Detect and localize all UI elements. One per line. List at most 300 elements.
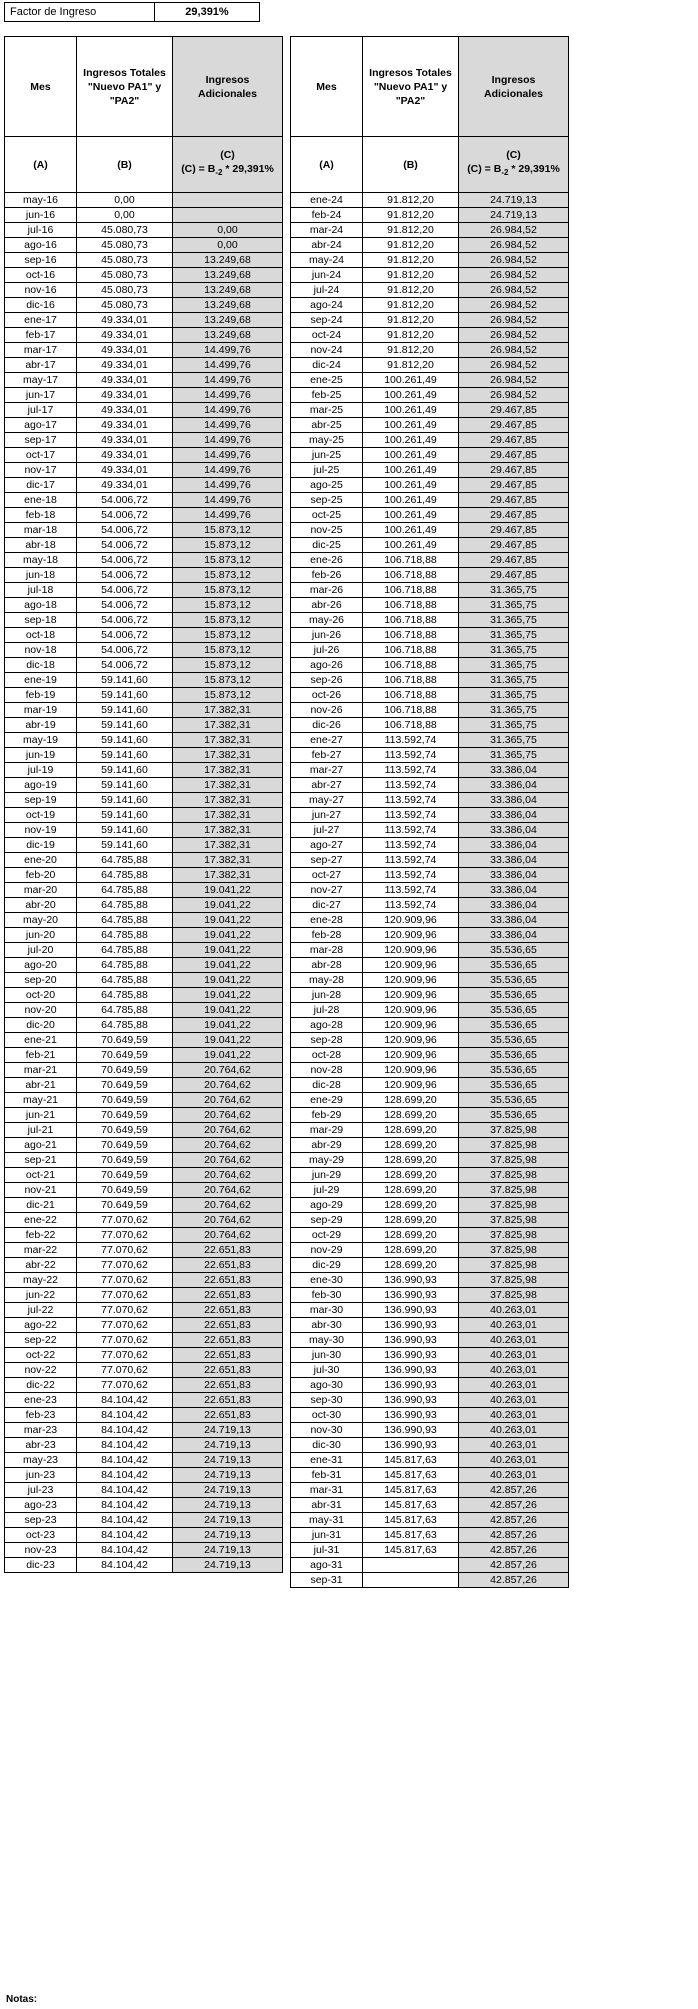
cell-ingresos-adicionales: 15.873,12 [173, 523, 283, 538]
cell-mes: sep-27 [291, 853, 363, 868]
cell-ingresos-adicionales: 26.984,52 [459, 328, 569, 343]
table-row [291, 1378, 569, 1393]
table-row [5, 373, 283, 388]
cell-ingresos-adicionales: 13.249,68 [173, 268, 283, 283]
cell-ingresos-totales: 64.785,88 [77, 973, 173, 988]
cell-ingresos-totales: 100.261,49 [363, 508, 459, 523]
table-row [5, 328, 283, 343]
table-row [291, 328, 569, 343]
cell-ingresos-adicionales: 13.249,68 [173, 253, 283, 268]
cell-ingresos-adicionales: 13.249,68 [173, 283, 283, 298]
cell-ingresos-adicionales: 29.467,85 [459, 508, 569, 523]
table-row [5, 1498, 283, 1513]
cell-ingresos-adicionales: 35.536,65 [459, 958, 569, 973]
cell-ingresos-totales: 145.817,63 [363, 1543, 459, 1558]
cell-ingresos-totales: 84.104,42 [77, 1513, 173, 1528]
cell-ingresos-adicionales: 17.382,31 [173, 868, 283, 883]
cell-ingresos-totales: 113.592,74 [363, 793, 459, 808]
cell-ingresos-totales: 77.070,62 [77, 1288, 173, 1303]
cell-ingresos-adicionales: 29.467,85 [459, 538, 569, 553]
cell-ingresos-adicionales: 40.263,01 [459, 1318, 569, 1333]
cell-ingresos-adicionales: 35.536,65 [459, 1048, 569, 1063]
cell-ingresos-totales: 45.080,73 [77, 268, 173, 283]
cell-ingresos-adicionales: 42.857,26 [459, 1528, 569, 1543]
cell-mes: sep-22 [5, 1333, 77, 1348]
cell-ingresos-totales: 113.592,74 [363, 733, 459, 748]
cell-mes: jul-23 [5, 1483, 77, 1498]
cell-mes: may-17 [5, 373, 77, 388]
cell-ingresos-adicionales: 40.263,01 [459, 1408, 569, 1423]
cell-mes: dic-19 [5, 838, 77, 853]
cell-ingresos-totales: 128.699,20 [363, 1243, 459, 1258]
cell-mes: jun-25 [291, 448, 363, 463]
cell-ingresos-totales: 54.006,72 [77, 508, 173, 523]
cell-mes: ene-18 [5, 493, 77, 508]
cell-ingresos-adicionales: 24.719,13 [173, 1543, 283, 1558]
table-row [291, 868, 569, 883]
cell-ingresos-totales: 106.718,88 [363, 688, 459, 703]
cell-mes: jun-27 [291, 808, 363, 823]
cell-ingresos-adicionales: 31.365,75 [459, 658, 569, 673]
table-row [291, 223, 569, 238]
cell-ingresos-totales: 70.649,59 [77, 1123, 173, 1138]
table-row [5, 223, 283, 238]
cell-mes: jun-18 [5, 568, 77, 583]
cell-ingresos-adicionales: 17.382,31 [173, 748, 283, 763]
cell-ingresos-totales: 136.990,93 [363, 1363, 459, 1378]
cell-mes: oct-16 [5, 268, 77, 283]
table-row [291, 1108, 569, 1123]
cell-ingresos-adicionales: 22.651,83 [173, 1378, 283, 1393]
cell-mes: abr-31 [291, 1498, 363, 1513]
cell-mes: mar-23 [5, 1423, 77, 1438]
cell-ingresos-adicionales: 26.984,52 [459, 373, 569, 388]
table-row [291, 1003, 569, 1018]
cell-mes: dic-20 [5, 1018, 77, 1033]
cell-ingresos-totales: 84.104,42 [77, 1453, 173, 1468]
cell-ingresos-adicionales: 35.536,65 [459, 1093, 569, 1108]
cell-ingresos-adicionales: 33.386,04 [459, 883, 569, 898]
table-row [5, 448, 283, 463]
table-row [5, 1138, 283, 1153]
table-row [291, 523, 569, 538]
cell-ingresos-totales: 59.141,60 [77, 763, 173, 778]
table-row [5, 508, 283, 523]
cell-ingresos-adicionales: 19.041,22 [173, 1003, 283, 1018]
cell-ingresos-adicionales: 15.873,12 [173, 553, 283, 568]
table-row [291, 313, 569, 328]
header-sub-c-line2: $(C) = B_{-2} * 29,391\%$ [181, 163, 274, 178]
table-row [291, 583, 569, 598]
header-sub-b: (B) [77, 137, 173, 193]
cell-ingresos-adicionales: 29.467,85 [459, 553, 569, 568]
cell-ingresos-adicionales: 22.651,83 [173, 1303, 283, 1318]
cell-ingresos-adicionales: 15.873,12 [173, 658, 283, 673]
table-row [5, 418, 283, 433]
cell-ingresos-adicionales: 26.984,52 [459, 343, 569, 358]
cell-mes: feb-18 [5, 508, 77, 523]
cell-ingresos-totales: 59.141,60 [77, 748, 173, 763]
cell-mes: sep-18 [5, 613, 77, 628]
table-row [5, 973, 283, 988]
cell-ingresos-adicionales: 17.382,31 [173, 823, 283, 838]
cell-ingresos-adicionales: 37.825,98 [459, 1243, 569, 1258]
cell-ingresos-adicionales: 15.873,12 [173, 673, 283, 688]
table-row [5, 1288, 283, 1303]
cell-ingresos-totales: 54.006,72 [77, 538, 173, 553]
cell-ingresos-totales: 120.909,96 [363, 1033, 459, 1048]
cell-mes: jul-21 [5, 1123, 77, 1138]
cell-mes: jul-18 [5, 583, 77, 598]
cell-ingresos-adicionales: 24.719,13 [173, 1528, 283, 1543]
cell-ingresos-adicionales: 24.719,13 [173, 1558, 283, 1573]
table-row [291, 448, 569, 463]
table-row [5, 763, 283, 778]
cell-ingresos-adicionales: 24.719,13 [459, 208, 569, 223]
table-row [5, 1183, 283, 1198]
header-sub-a: (A) [291, 137, 363, 193]
cell-ingresos-totales: 64.785,88 [77, 1018, 173, 1033]
table-row [5, 778, 283, 793]
cell-mes: abr-26 [291, 598, 363, 613]
cell-ingresos-adicionales [173, 193, 283, 208]
cell-mes: ene-25 [291, 373, 363, 388]
table-row [5, 1303, 283, 1318]
cell-ingresos-adicionales: 37.825,98 [459, 1198, 569, 1213]
cell-mes: mar-28 [291, 943, 363, 958]
cell-ingresos-totales: 45.080,73 [77, 223, 173, 238]
header-sub-c-line1: (C) [220, 149, 235, 162]
cell-mes: ene-20 [5, 853, 77, 868]
cell-ingresos-adicionales: 37.825,98 [459, 1183, 569, 1198]
table-row [291, 733, 569, 748]
table-row [291, 1513, 569, 1528]
table-row [5, 703, 283, 718]
cell-ingresos-totales: 49.334,01 [77, 328, 173, 343]
cell-mes: ago-26 [291, 658, 363, 673]
cell-mes: jul-17 [5, 403, 77, 418]
cell-ingresos-totales: 59.141,60 [77, 673, 173, 688]
table-row [5, 1078, 283, 1093]
table-row [5, 643, 283, 658]
cell-mes: may-19 [5, 733, 77, 748]
table-row [5, 1243, 283, 1258]
cell-ingresos-totales: 54.006,72 [77, 568, 173, 583]
table-row [291, 1243, 569, 1258]
cell-ingresos-totales: 64.785,88 [77, 883, 173, 898]
cell-mes: ago-21 [5, 1138, 77, 1153]
cell-ingresos-adicionales: 40.263,01 [459, 1468, 569, 1483]
cell-mes: oct-18 [5, 628, 77, 643]
table-row [5, 1363, 283, 1378]
cell-ingresos-totales: 70.649,59 [77, 1168, 173, 1183]
table-row [5, 1048, 283, 1063]
header-sub-c [459, 137, 569, 193]
table-row [5, 1438, 283, 1453]
cell-ingresos-adicionales: 22.651,83 [173, 1288, 283, 1303]
cell-ingresos-totales: 136.990,93 [363, 1423, 459, 1438]
cell-ingresos-totales: 91.812,20 [363, 283, 459, 298]
cell-ingresos-totales: 70.649,59 [77, 1078, 173, 1093]
table-row [5, 1528, 283, 1543]
cell-ingresos-adicionales: 17.382,31 [173, 853, 283, 868]
cell-ingresos-adicionales: 19.041,22 [173, 883, 283, 898]
cell-mes: ene-27 [291, 733, 363, 748]
cell-ingresos-totales: 77.070,62 [77, 1363, 173, 1378]
cell-ingresos-adicionales: 40.263,01 [459, 1333, 569, 1348]
cell-ingresos-totales: 136.990,93 [363, 1393, 459, 1408]
table-row [291, 1438, 569, 1453]
cell-mes: sep-23 [5, 1513, 77, 1528]
cell-ingresos-totales: 120.909,96 [363, 1048, 459, 1063]
table-row [5, 673, 283, 688]
cell-ingresos-totales: 120.909,96 [363, 988, 459, 1003]
cell-mes: abr-20 [5, 898, 77, 913]
cell-mes: ago-30 [291, 1378, 363, 1393]
cell-mes: may-22 [5, 1273, 77, 1288]
table-row [291, 1333, 569, 1348]
table-header-row-main [5, 37, 283, 137]
table-row [5, 658, 283, 673]
cell-mes: ene-28 [291, 913, 363, 928]
cell-ingresos-adicionales: 31.365,75 [459, 583, 569, 598]
cell-mes: ene-23 [5, 1393, 77, 1408]
cell-ingresos-totales: 84.104,42 [77, 1558, 173, 1573]
cell-ingresos-adicionales: 29.467,85 [459, 433, 569, 448]
cell-mes: mar-19 [5, 703, 77, 718]
table-row [5, 1453, 283, 1468]
table-row [5, 553, 283, 568]
cell-mes: feb-22 [5, 1228, 77, 1243]
table-row [291, 1228, 569, 1243]
cell-ingresos-totales: 120.909,96 [363, 913, 459, 928]
header-ingresos-totales: Ingresos Totales "Nuevo PA1" y "PA2" [363, 37, 459, 137]
table-row [291, 238, 569, 253]
table-row [5, 283, 283, 298]
cell-mes: jul-24 [291, 283, 363, 298]
cell-ingresos-adicionales: 19.041,22 [173, 943, 283, 958]
cell-ingresos-totales: 77.070,62 [77, 1318, 173, 1333]
table-row [291, 1168, 569, 1183]
cell-mes: mar-20 [5, 883, 77, 898]
cell-ingresos-totales: 145.817,63 [363, 1498, 459, 1513]
table-row [291, 298, 569, 313]
cell-ingresos-adicionales: 13.249,68 [173, 328, 283, 343]
cell-ingresos-totales: 91.812,20 [363, 343, 459, 358]
cell-ingresos-adicionales: 40.263,01 [459, 1393, 569, 1408]
cell-mes: oct-28 [291, 1048, 363, 1063]
table-row [5, 883, 283, 898]
cell-mes: dic-18 [5, 658, 77, 673]
table-row [291, 433, 569, 448]
table-row [5, 1063, 283, 1078]
cell-ingresos-adicionales: 20.764,62 [173, 1123, 283, 1138]
cell-ingresos-adicionales: 40.263,01 [459, 1438, 569, 1453]
cell-ingresos-totales: 49.334,01 [77, 373, 173, 388]
cell-mes: abr-24 [291, 238, 363, 253]
table-row [291, 643, 569, 658]
table-row [5, 1168, 283, 1183]
cell-ingresos-totales [363, 1558, 459, 1573]
cell-ingresos-totales: 128.699,20 [363, 1168, 459, 1183]
cell-mes: feb-19 [5, 688, 77, 703]
cell-ingresos-totales: 136.990,93 [363, 1333, 459, 1348]
table-row [5, 253, 283, 268]
cell-ingresos-totales: 64.785,88 [77, 958, 173, 973]
table-row [5, 538, 283, 553]
cell-mes: jun-20 [5, 928, 77, 943]
table-row [291, 1078, 569, 1093]
cell-mes: nov-20 [5, 1003, 77, 1018]
table-row [291, 568, 569, 583]
cell-ingresos-totales: 100.261,49 [363, 463, 459, 478]
cell-ingresos-totales: 49.334,01 [77, 403, 173, 418]
cell-ingresos-totales: 100.261,49 [363, 478, 459, 493]
cell-mes: dic-26 [291, 718, 363, 733]
cell-ingresos-totales: 113.592,74 [363, 763, 459, 778]
cell-ingresos-adicionales: 33.386,04 [459, 913, 569, 928]
cell-mes: nov-23 [5, 1543, 77, 1558]
table-row [291, 268, 569, 283]
table-row [5, 613, 283, 628]
cell-ingresos-totales: 84.104,42 [77, 1393, 173, 1408]
cell-mes: ago-29 [291, 1198, 363, 1213]
cell-ingresos-totales: 91.812,20 [363, 238, 459, 253]
cell-ingresos-adicionales: 13.249,68 [173, 313, 283, 328]
header-sub-b: (B) [363, 137, 459, 193]
cell-ingresos-adicionales: 20.764,62 [173, 1108, 283, 1123]
cell-mes: may-23 [5, 1453, 77, 1468]
cell-ingresos-adicionales: 33.386,04 [459, 808, 569, 823]
cell-ingresos-adicionales: 14.499,76 [173, 493, 283, 508]
cell-ingresos-adicionales: 17.382,31 [173, 838, 283, 853]
cell-ingresos-totales: 84.104,42 [77, 1498, 173, 1513]
cell-mes: dic-27 [291, 898, 363, 913]
cell-mes: nov-29 [291, 1243, 363, 1258]
cell-mes: nov-25 [291, 523, 363, 538]
cell-mes: mar-26 [291, 583, 363, 598]
cell-mes: ago-20 [5, 958, 77, 973]
cell-ingresos-adicionales: 35.536,65 [459, 1003, 569, 1018]
cell-ingresos-adicionales: 14.499,76 [173, 373, 283, 388]
cell-mes: abr-23 [5, 1438, 77, 1453]
table-row [5, 868, 283, 883]
cell-ingresos-adicionales: 14.499,76 [173, 388, 283, 403]
cell-ingresos-adicionales: 42.857,26 [459, 1498, 569, 1513]
cell-ingresos-totales: 77.070,62 [77, 1228, 173, 1243]
table-row [5, 1228, 283, 1243]
cell-ingresos-totales: 54.006,72 [77, 523, 173, 538]
cell-ingresos-totales: 54.006,72 [77, 628, 173, 643]
cell-mes: oct-17 [5, 448, 77, 463]
table-row [291, 673, 569, 688]
cell-ingresos-adicionales: 26.984,52 [459, 238, 569, 253]
table-row [5, 1348, 283, 1363]
cell-ingresos-adicionales: 20.764,62 [173, 1138, 283, 1153]
table-row [291, 763, 569, 778]
cell-ingresos-adicionales: 37.825,98 [459, 1153, 569, 1168]
table-row [291, 493, 569, 508]
cell-ingresos-adicionales: 42.857,26 [459, 1513, 569, 1528]
cell-ingresos-adicionales: 19.041,22 [173, 898, 283, 913]
cell-ingresos-totales: 113.592,74 [363, 898, 459, 913]
table-row [291, 808, 569, 823]
table-row [5, 568, 283, 583]
cell-ingresos-adicionales: 22.651,83 [173, 1393, 283, 1408]
cell-mes: nov-24 [291, 343, 363, 358]
cell-ingresos-adicionales: 19.041,22 [173, 928, 283, 943]
table-row [291, 373, 569, 388]
cell-ingresos-adicionales: 37.825,98 [459, 1288, 569, 1303]
table-row [291, 898, 569, 913]
table-row [291, 958, 569, 973]
cell-ingresos-totales: 145.817,63 [363, 1453, 459, 1468]
cell-mes: ago-18 [5, 598, 77, 613]
cell-mes: may-21 [5, 1093, 77, 1108]
cell-ingresos-adicionales: 29.467,85 [459, 463, 569, 478]
table-row [5, 238, 283, 253]
cell-ingresos-adicionales: 24.719,13 [173, 1438, 283, 1453]
cell-mes: nov-18 [5, 643, 77, 658]
cell-ingresos-totales: 77.070,62 [77, 1258, 173, 1273]
cell-ingresos-totales: 91.812,20 [363, 358, 459, 373]
cell-mes: ago-27 [291, 838, 363, 853]
cell-ingresos-totales: 59.141,60 [77, 808, 173, 823]
cell-ingresos-adicionales: 31.365,75 [459, 733, 569, 748]
cell-ingresos-totales: 64.785,88 [77, 1003, 173, 1018]
cell-mes: oct-22 [5, 1348, 77, 1363]
cell-ingresos-adicionales: 24.719,13 [173, 1483, 283, 1498]
cell-mes: oct-21 [5, 1168, 77, 1183]
cell-ingresos-adicionales: 22.651,83 [173, 1243, 283, 1258]
cell-ingresos-adicionales: 14.499,76 [173, 358, 283, 373]
table-row [291, 1303, 569, 1318]
cell-ingresos-totales: 100.261,49 [363, 403, 459, 418]
cell-ingresos-adicionales: 19.041,22 [173, 958, 283, 973]
cell-ingresos-adicionales: 42.857,26 [459, 1543, 569, 1558]
cell-mes: nov-22 [5, 1363, 77, 1378]
cell-ingresos-totales [363, 1573, 459, 1588]
table-row [5, 478, 283, 493]
cell-ingresos-adicionales: 22.651,83 [173, 1273, 283, 1288]
cell-mes: abr-21 [5, 1078, 77, 1093]
table-row [5, 1003, 283, 1018]
cell-mes: may-27 [291, 793, 363, 808]
cell-ingresos-totales: 106.718,88 [363, 673, 459, 688]
table-row [5, 1393, 283, 1408]
cell-ingresos-adicionales: 0,00 [173, 223, 283, 238]
cell-mes: oct-30 [291, 1408, 363, 1423]
cell-mes: jul-22 [5, 1303, 77, 1318]
cell-ingresos-totales: 91.812,20 [363, 313, 459, 328]
cell-mes: abr-17 [5, 358, 77, 373]
cell-ingresos-adicionales: 14.499,76 [173, 343, 283, 358]
table-row [5, 1093, 283, 1108]
table-row [291, 613, 569, 628]
cell-mes: ene-31 [291, 1453, 363, 1468]
cell-ingresos-totales: 0,00 [77, 208, 173, 223]
table-row [5, 358, 283, 373]
cell-ingresos-adicionales: 35.536,65 [459, 1018, 569, 1033]
cell-ingresos-adicionales: 14.499,76 [173, 448, 283, 463]
cell-ingresos-totales: 59.141,60 [77, 778, 173, 793]
cell-mes: feb-28 [291, 928, 363, 943]
table-row [291, 478, 569, 493]
cell-mes: ago-31 [291, 1558, 363, 1573]
cell-ingresos-totales: 136.990,93 [363, 1273, 459, 1288]
cell-mes: may-20 [5, 913, 77, 928]
cell-ingresos-totales: 106.718,88 [363, 553, 459, 568]
